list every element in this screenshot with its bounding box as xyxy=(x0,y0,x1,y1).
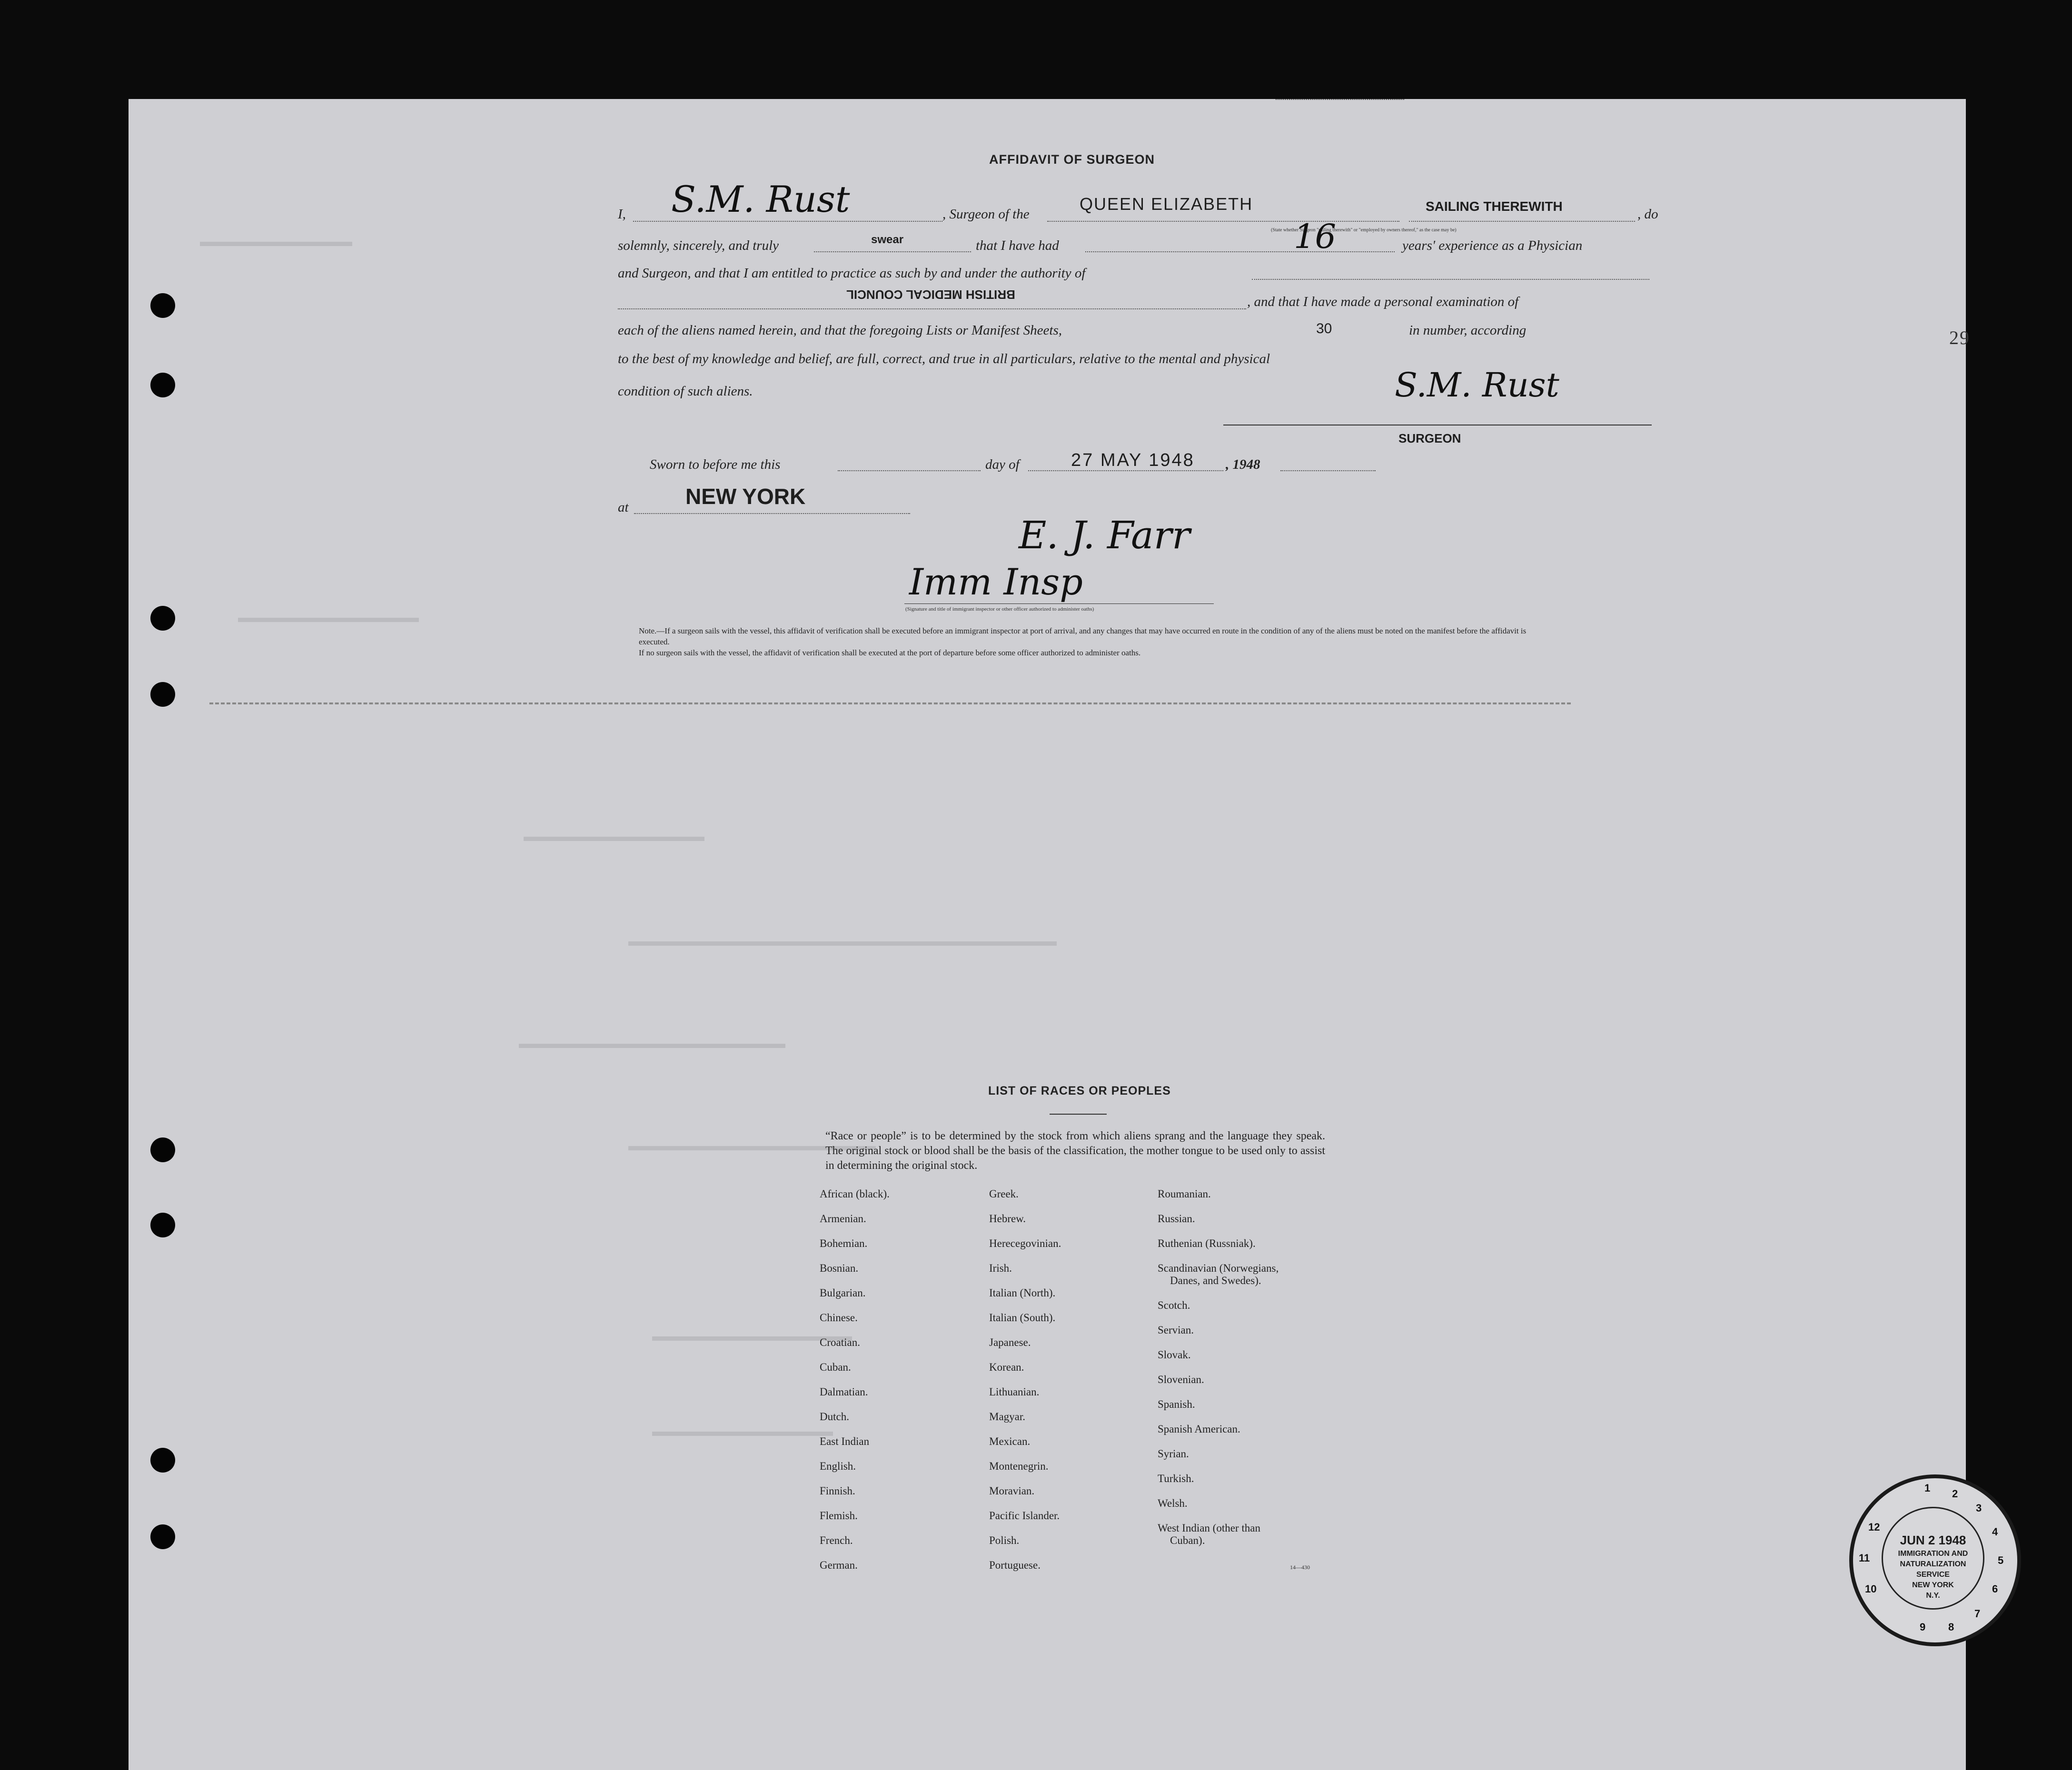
stamp-text: IMMIGRATION AND xyxy=(1898,1550,1968,1558)
race-item: Cuban. xyxy=(820,1361,851,1373)
race-item: Italian (North). xyxy=(989,1287,1056,1299)
race-item: Dalmatian. xyxy=(820,1386,868,1398)
stamp-text: N.Y. xyxy=(1926,1592,1940,1600)
years-handwritten: 16 xyxy=(1294,217,1337,256)
race-item: Flemish. xyxy=(820,1510,858,1522)
form-number: 14—430 xyxy=(1290,1564,1310,1571)
sailing-note: (State whether Surgeon "sailing therewith" or "employed by owners thereof," as the case may be) xyxy=(1271,227,1457,233)
race-item: Herecegovinian. xyxy=(989,1237,1061,1249)
race-item: West Indian (other than xyxy=(1158,1522,1260,1534)
punch-hole xyxy=(150,1137,175,1162)
race-item: Croatian. xyxy=(820,1336,860,1348)
punch-hole xyxy=(150,1524,175,1549)
race-item: Bosnian. xyxy=(820,1262,859,1274)
place-blank xyxy=(634,513,910,514)
stamp-number: 9 xyxy=(1920,1621,1926,1633)
race-item: Bulgarian. xyxy=(820,1287,866,1299)
stamp-number: 5 xyxy=(1998,1554,2004,1566)
race-item: Montenegrin. xyxy=(989,1460,1049,1472)
race-item: Roumanian. xyxy=(1158,1188,1211,1200)
sailing-status: SAILING THEREWITH xyxy=(1426,199,1563,214)
surgeon-name-blank xyxy=(633,221,942,222)
races-title-rule xyxy=(1050,1114,1107,1115)
race-item: Irish. xyxy=(989,1262,1012,1274)
stamp-number: 11 xyxy=(1859,1552,1870,1564)
inspector-signature-line xyxy=(904,603,1214,604)
affidavit-text: , 1948 xyxy=(1226,457,1260,472)
ship-name: QUEEN ELIZABETH xyxy=(1080,194,1253,214)
affidavit-text: I, xyxy=(618,207,626,222)
race-item: Dutch. xyxy=(820,1411,849,1423)
bleed-through-mark xyxy=(519,1044,785,1048)
race-item: Syrian. xyxy=(1158,1448,1189,1460)
race-item: Lithuanian. xyxy=(989,1386,1040,1398)
affidavit-text: in number, according xyxy=(1409,323,1527,338)
surgeon-name-handwritten: S.M. Rust xyxy=(671,178,850,220)
race-item: Turkish. xyxy=(1158,1473,1194,1484)
race-item: Russian. xyxy=(1158,1213,1195,1225)
affidavit-text: , Surgeon of the xyxy=(942,207,1030,222)
affidavit-title: AFFIDAVIT OF SURGEON xyxy=(989,152,1155,167)
race-item: Greek. xyxy=(989,1188,1019,1200)
race-item: Mexican. xyxy=(989,1435,1031,1447)
bleed-through-mark xyxy=(652,1432,833,1436)
race-item: Spanish American. xyxy=(1158,1423,1240,1435)
race-item: Scandinavian (Norwegians, xyxy=(1158,1262,1279,1274)
affidavit-text: solemnly, sincerely, and truly xyxy=(618,238,779,253)
stamp-date: JUN 2 1948 xyxy=(1900,1533,1966,1547)
race-item: Slovak. xyxy=(1158,1349,1191,1361)
race-item: French. xyxy=(820,1534,853,1546)
page-number: 29 xyxy=(1949,327,1970,348)
punch-hole xyxy=(150,606,175,631)
affidavit-text: , do xyxy=(1637,207,1658,222)
punch-hole xyxy=(150,373,175,397)
surgeon-signature: S.M. Rust xyxy=(1395,366,1559,405)
race-item: Welsh. xyxy=(1158,1497,1188,1509)
inspector-title: Imm Insp xyxy=(909,561,1083,603)
race-item: Cuban). xyxy=(1170,1534,1205,1546)
stamp-text: NATURALIZATION xyxy=(1900,1560,1966,1568)
day-blank xyxy=(838,470,981,471)
stamp-number: 4 xyxy=(1992,1526,1998,1538)
affidavit-text: that I have had xyxy=(976,238,1059,253)
race-item: English. xyxy=(820,1460,856,1472)
race-item: Chinese. xyxy=(820,1312,858,1324)
affidavit-text: each of the aliens named herein, and that the foregoing Lists or Manifest Sheets, xyxy=(618,323,1062,338)
punch-hole xyxy=(150,682,175,707)
stamp-number: 10 xyxy=(1865,1583,1877,1595)
punch-hole xyxy=(150,1213,175,1237)
race-item: German. xyxy=(820,1559,858,1571)
race-item: Armenian. xyxy=(820,1213,866,1225)
punch-hole xyxy=(150,1448,175,1473)
race-item: Moravian. xyxy=(989,1485,1035,1497)
race-item: Ruthenian (Russniak). xyxy=(1158,1237,1256,1249)
affidavit-note: If no surgeon sails with the vessel, the affidavit of verification shall be executed at the port of departure before some officer authorized to administer oaths. xyxy=(639,648,1141,657)
race-item: Polish. xyxy=(989,1534,1020,1546)
stamp-center xyxy=(1882,1507,1984,1610)
sailing-blank xyxy=(1409,221,1635,222)
inspector-signature: E. J. Farr xyxy=(1019,513,1190,557)
immigration-stamp xyxy=(1849,1474,2021,1646)
years-blank xyxy=(1085,251,1395,252)
affidavit-text: , and that I have made a personal examination of xyxy=(1247,294,1519,309)
bleed-through-mark xyxy=(200,242,352,246)
swear-word: swear xyxy=(871,233,904,246)
stamp-number: 6 xyxy=(1992,1583,1998,1595)
race-item: Slovenian. xyxy=(1158,1374,1204,1385)
place-stamp: NEW YORK xyxy=(685,484,806,509)
authority-stamp: BRITISH MEDICAL COUNCIL xyxy=(846,287,1015,302)
stamp-number: 12 xyxy=(1868,1521,1880,1533)
races-title: LIST OF RACES OR PEOPLES xyxy=(988,1084,1171,1098)
race-item: Magyar. xyxy=(989,1411,1026,1423)
race-item: Scotch. xyxy=(1158,1299,1190,1311)
year-blank xyxy=(1280,470,1376,471)
race-item: Pacific Islander. xyxy=(989,1510,1060,1522)
stamp-number: 7 xyxy=(1974,1608,1981,1620)
manifest-page xyxy=(129,99,2004,1770)
ship-blank xyxy=(1047,221,1399,222)
affidavit-text: Sworn to before me this xyxy=(650,457,781,472)
race-item: Japanese. xyxy=(989,1336,1031,1348)
race-item: African (black). xyxy=(820,1188,890,1200)
stamp-text: NEW YORK xyxy=(1912,1581,1954,1589)
race-item: Spanish. xyxy=(1158,1398,1195,1410)
affidavit-text: day of xyxy=(985,457,1020,472)
surgeon-label: SURGEON xyxy=(1398,431,1461,445)
bleed-through-mark xyxy=(238,618,419,622)
affidavit-text: to the best of my knowledge and belief, are full, correct, and true in all particulars, relative to the mental and physical xyxy=(618,351,1270,366)
swear-blank xyxy=(814,251,971,252)
affidavit-note: Note.—If a surgeon sails with the vessel, this affidavit of verification shall be executed before an immigrant inspector at port of arrival, and any changes that may have occurred en route in the condition of any of the aliens must be noted on the manifest before the affidavit is executed. xyxy=(639,626,1527,646)
race-item: Danes, and Swedes). xyxy=(1170,1275,1261,1286)
authority-blank xyxy=(1252,279,1649,280)
race-item: Hebrew. xyxy=(989,1213,1026,1225)
race-item: Bohemian. xyxy=(820,1237,868,1249)
bleed-through-dashes xyxy=(209,702,1571,704)
affidavit-text: years' experience as a Physician xyxy=(1402,238,1583,253)
race-item: East Indian xyxy=(820,1435,870,1447)
races-intro: “Race or people” is to be determined by the stock from which aliens sprang and the language they speak. The original stock or blood shall be the basis of the classification, the mother tongue to be used only to assist in determining the original stock. xyxy=(825,1130,1325,1172)
bleed-through-mark xyxy=(524,837,704,841)
stamp-number: 3 xyxy=(1976,1502,1982,1514)
authority-blank-2 xyxy=(618,308,1246,309)
inspector-caption: (Signature and title of immigrant inspector or other officer authorized to administer oaths) xyxy=(905,606,1094,612)
punch-hole xyxy=(150,293,175,318)
race-item: Finnish. xyxy=(820,1485,855,1497)
stamp-text: SERVICE xyxy=(1916,1571,1950,1579)
stamp-number: 8 xyxy=(1948,1621,1954,1633)
affidavit-text: at xyxy=(618,500,629,515)
race-item: Italian (South). xyxy=(989,1312,1056,1324)
bleed-through-mark xyxy=(628,941,1057,946)
sheets-blank xyxy=(1276,99,1404,100)
sheets-count: 30 xyxy=(1316,321,1332,336)
race-item: Korean. xyxy=(989,1361,1024,1373)
stamp-number: 2 xyxy=(1952,1488,1958,1500)
affidavit-text: condition of such aliens. xyxy=(618,384,753,399)
sworn-date: 27 MAY 1948 xyxy=(1071,450,1195,470)
affidavit-text: and Surgeon, and that I am entitled to practice as such by and under the authority of xyxy=(618,266,1086,281)
stamp-number: 1 xyxy=(1924,1482,1931,1494)
race-item: Portuguese. xyxy=(989,1559,1041,1571)
race-item: Servian. xyxy=(1158,1324,1194,1336)
